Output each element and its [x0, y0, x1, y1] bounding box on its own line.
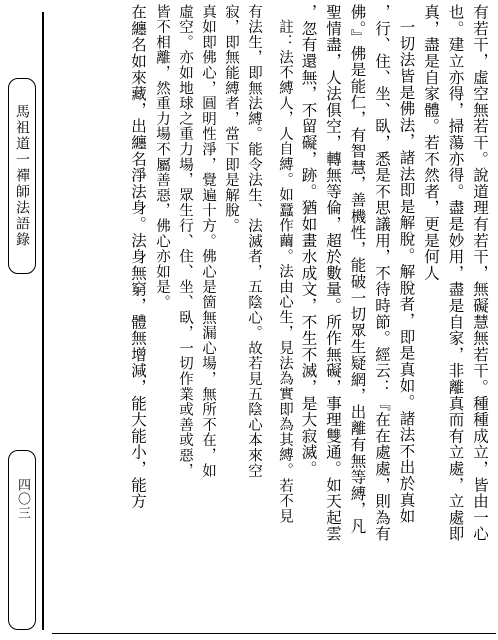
annotation-column: 真如即佛心，圓明性淨，覺遍十方。佛心是箇無漏心場，無所不在，如: [200, 4, 216, 479]
text-column: 也。建立亦得，掃蕩亦得。盡是妙用，盡是自家，非離真而有立處，立處即: [446, 4, 465, 542]
text-column: 一切法皆是佛法，諸法即是解脫。解脫者，即是真如。諸法不出於真如: [397, 19, 416, 525]
page-number-frame: [8, 450, 36, 630]
text-column: 在纏名如來藏，出纏名淨法身。法身無窮，體無增減，能大能小，能方: [129, 4, 147, 510]
text-column: 聖情盡，人法俱空，轉無等倫，超於數量。所作無礙，事理雙通。如天起雲: [324, 4, 342, 542]
page-number: 四〇三: [15, 478, 30, 520]
annotation-column: 寂，即無能縛者，當下即是解脫。: [223, 4, 239, 234]
text-column: ，忽有還無，不留礙，跡。猶如畫水成文，不生不滅，是大寂滅。: [299, 4, 318, 477]
bottom-rule: [52, 633, 496, 634]
text-column: ，行、住、坐、臥，悉是不思議用，不待時節。經云：『在在處處，則為有: [373, 4, 391, 542]
text-column: 佛。』佛是能仁，有智慧，善機性，能破一切眾生疑網，出離有無等縛，凡: [348, 4, 367, 535]
annotation-column: 皆不相離，然重力場不屬善惡，佛心亦如是。: [154, 4, 170, 310]
vertical-text-body: [52, 4, 492, 634]
text-column: 真，盡是自家體。若不然者，更是何人: [422, 4, 440, 282]
book-title: 馬祖道一禪師法語錄: [8, 78, 36, 274]
annotation-column: 註：法不縛人，人自縛。如蠶作繭。法由心生，見法為實即為其縛。若不見: [277, 19, 293, 524]
annotation-column: 虛空。亦如地球之重力場，眾生行、住、坐、臥，一切作業或善或惡，: [177, 4, 193, 479]
annotation-column: 有法生，即無法縛。能令法生、法滅者，五陰心。故若見五陰心本來空: [246, 4, 262, 479]
margin-rule: [42, 12, 44, 630]
text-column: 有若干，虛空無若干。說道理有若干，無礙慧無若干。種種成立，皆由一心: [471, 4, 489, 542]
